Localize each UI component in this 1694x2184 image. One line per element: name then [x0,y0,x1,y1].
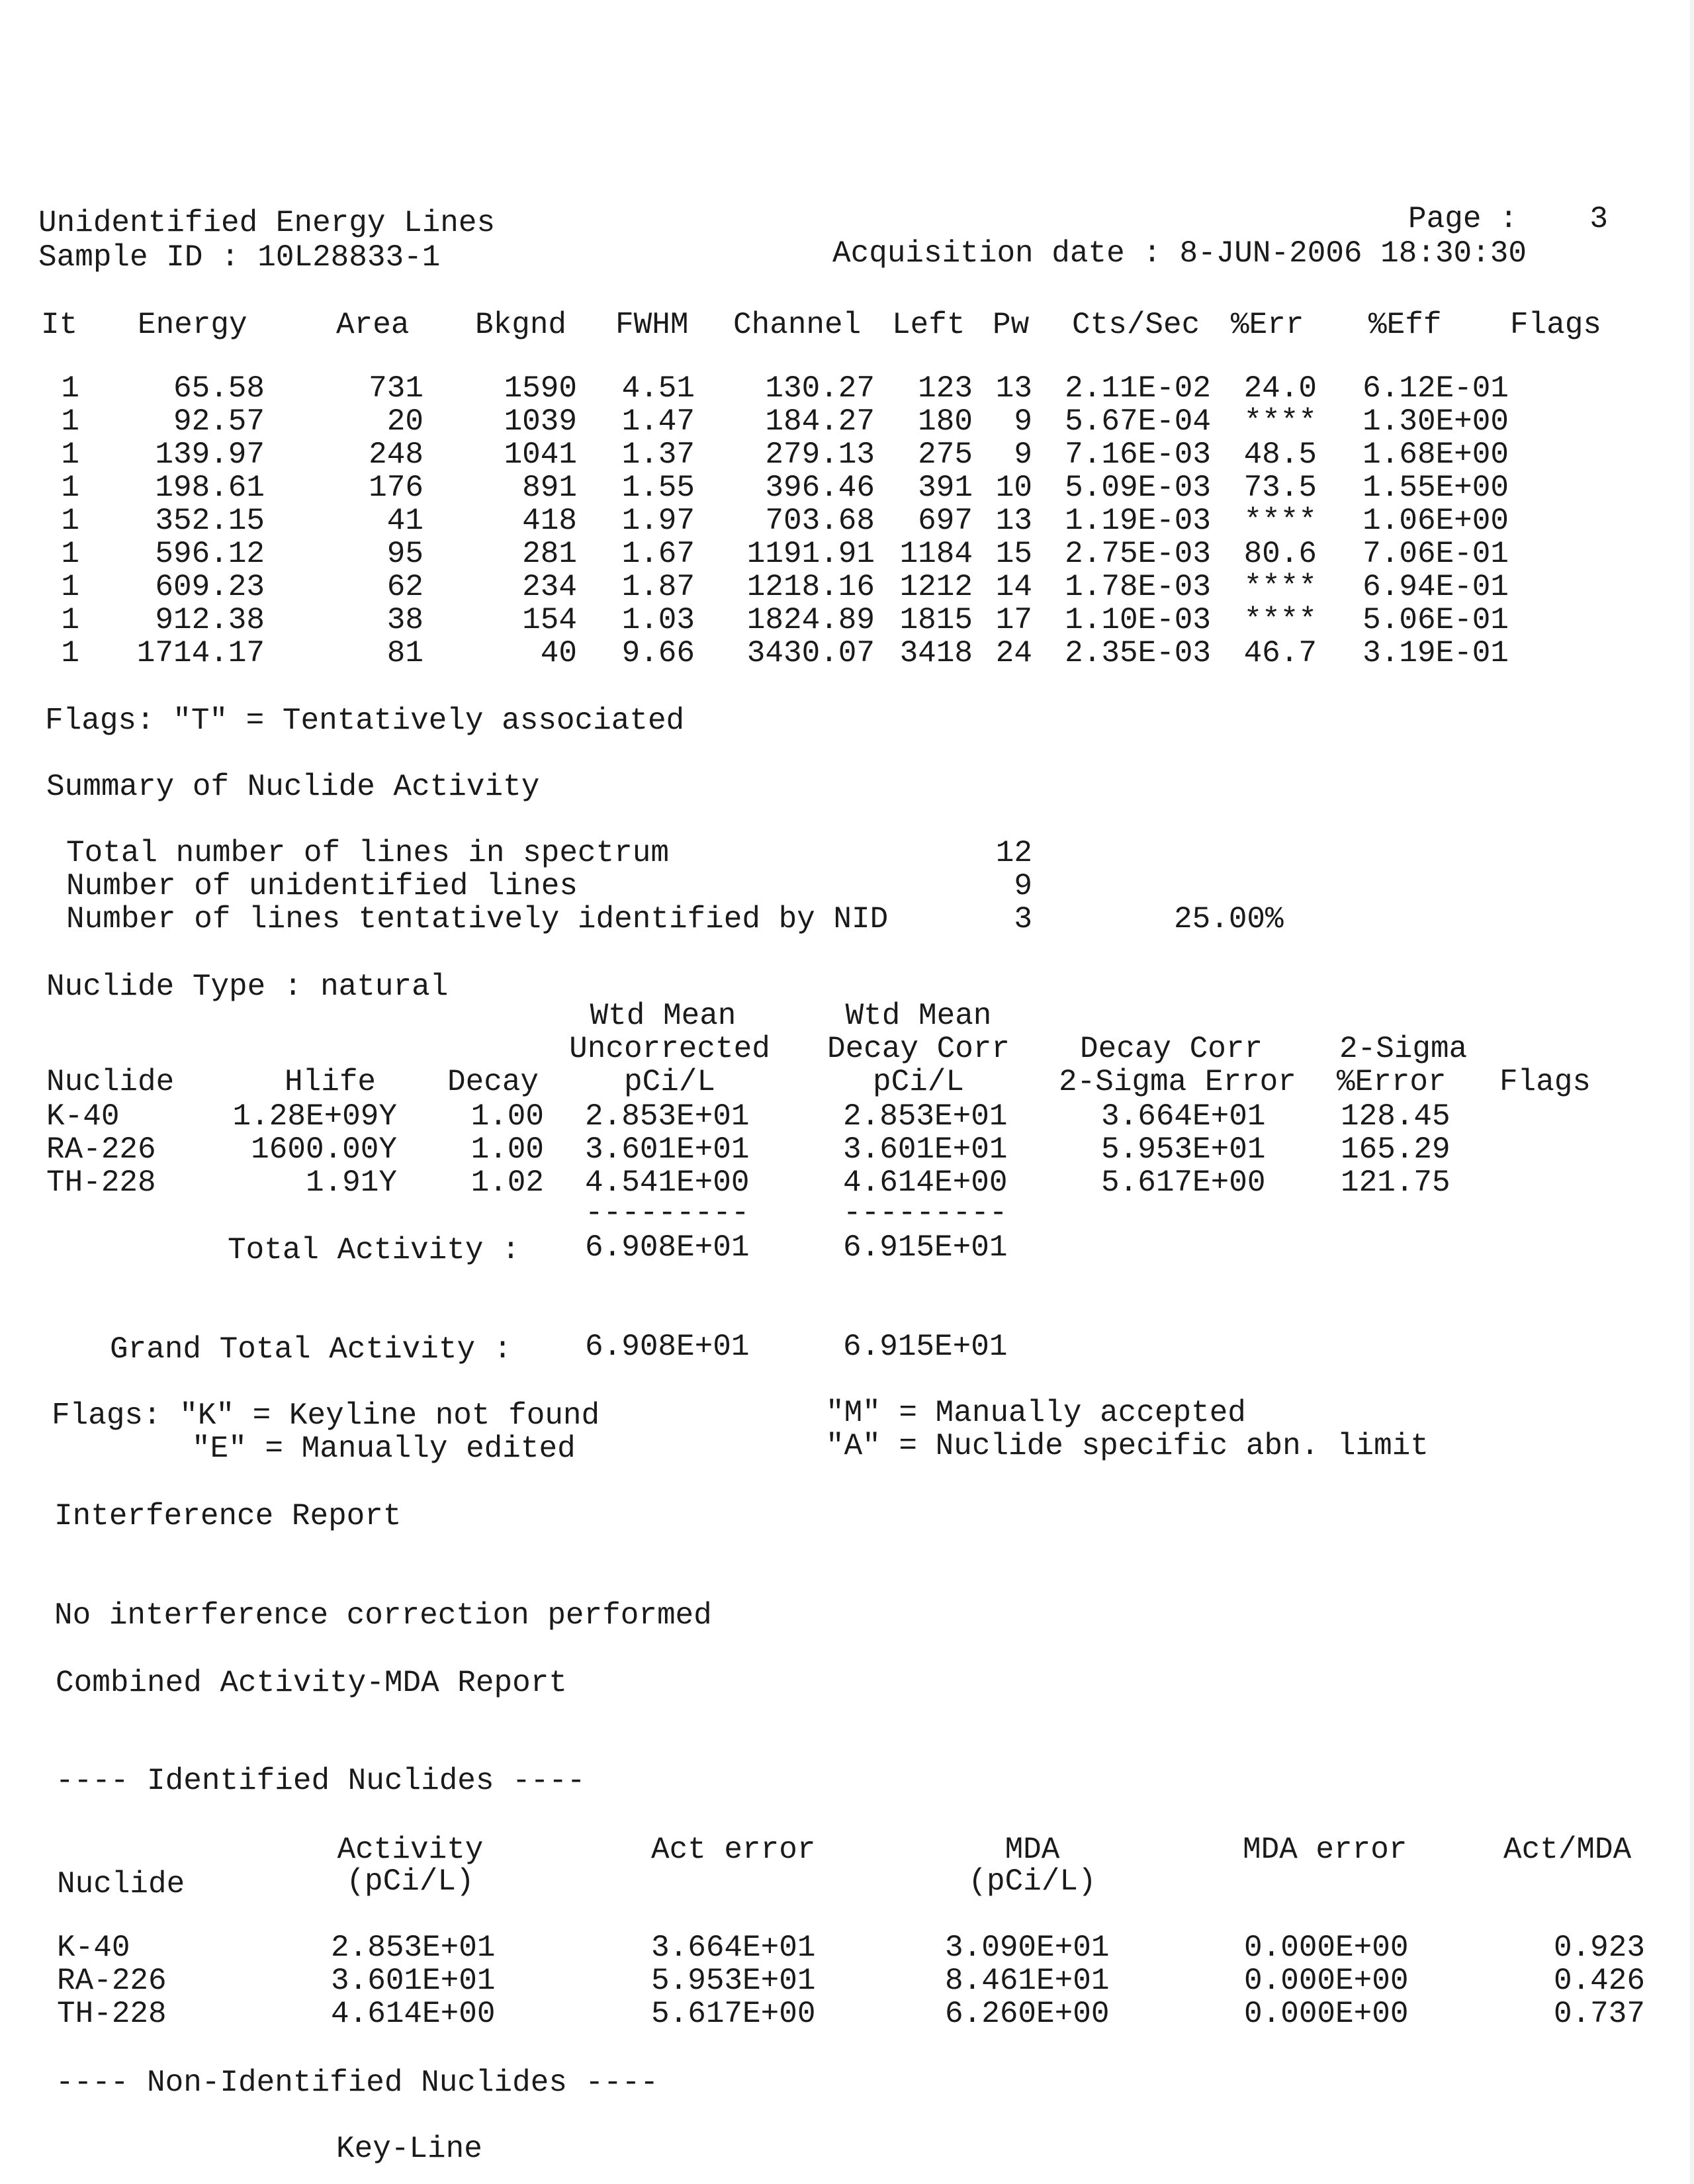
energy-pw: 17 [995,603,1032,637]
energy-row [0,604,1694,637]
col-bkgnd: Bkgnd [475,308,567,342]
energy-bkgnd: 1590 [504,371,577,406]
nuclide-decay-corr: 2.853E+01 [843,1099,1008,1134]
energy-pw: 13 [995,371,1032,406]
energy-fwhm: 1.47 [621,404,695,439]
energy-left: 391 [918,471,973,505]
energy-pw: 9 [1014,404,1032,439]
dashes-1: --------- [585,1196,750,1230]
nuclide-uncorrected: 2.853E+01 [585,1099,750,1134]
energy-fwhm: 1.55 [621,471,695,505]
col-activity-unit: (pCi/L) [346,1864,474,1899]
nuclide-row [0,1100,1694,1133]
nuclide-sigma-error: 5.953E+01 [1101,1132,1266,1167]
combined-act-error: 3.664E+01 [651,1931,816,1965]
energy-it: 1 [61,603,79,637]
energy-err: 73.5 [1243,471,1317,505]
energy-pw: 13 [995,504,1032,538]
energy-row [0,471,1694,504]
nuclide-row [0,1133,1694,1166]
interference-title: Interference Report [54,1499,402,1533]
total-activity-uncorrected: 6.908E+01 [585,1230,750,1265]
combined-act-error: 5.953E+01 [651,1964,816,1998]
col-mda-error: MDA error [1243,1833,1407,1867]
nuclide-sigma-error: 3.664E+01 [1101,1099,1266,1134]
energy-bkgnd: 1041 [504,437,577,472]
energy-cts: 2.35E-03 [1065,636,1211,670]
nuclide-sigma-error: 5.617E+00 [1101,1165,1266,1200]
energy-channel: 1824.89 [746,603,875,637]
energy-eff: 5.06E-01 [1362,603,1509,637]
combined-act-mda: 0.923 [1553,1931,1645,1965]
nuclide-pct-error: 121.75 [1341,1165,1450,1200]
flag-m: "M" = Manually accepted [826,1396,1246,1430]
combined-nuclide: TH-228 [57,1997,167,2031]
energy-cts: 5.09E-03 [1065,471,1211,505]
energy-area: 38 [386,603,424,637]
energy-bkgnd: 891 [522,471,577,505]
combined-mda: 6.260E+00 [945,1997,1110,2031]
energy-left: 180 [918,404,973,439]
summary-label: Number of unidentified lines [66,869,578,903]
col-pw: Pw [993,308,1030,342]
nuclide-uncorrected: 3.601E+01 [585,1132,750,1167]
energy-row [0,372,1694,405]
energy-row [0,637,1694,670]
combined-mda-error: 0.000E+00 [1244,1997,1409,2031]
energy-left: 1815 [899,603,973,637]
nuclide-decay: 1.00 [470,1099,544,1134]
hdr-nuclide: Nuclide [46,1065,175,1099]
grand-total-label: Grand Total Activity : [110,1332,512,1367]
energy-it: 1 [61,437,79,472]
grand-total-uncorrected: 6.908E+01 [585,1330,750,1364]
energy-area: 81 [386,636,424,670]
energy-fwhm: 1.87 [621,570,695,604]
summary-value: 12 [995,836,1032,870]
summary-percent: 25.00% [1174,902,1284,936]
summary-line [0,837,1694,870]
energy-pw: 24 [995,636,1032,670]
energy-channel: 396.46 [765,471,875,505]
energy-cts: 1.78E-03 [1065,570,1211,604]
identified-heading: ---- Identified Nuclides ---- [56,1764,586,1798]
nuclide-decay-corr: 4.614E+00 [843,1165,1008,1200]
combined-row [0,1997,1694,2030]
combined-title: Combined Activity-MDA Report [56,1666,567,1700]
energy-area: 731 [369,371,424,406]
grand-total-corrected: 6.915E+01 [843,1330,1008,1364]
col-mda-unit: (pCi/L) [968,1864,1096,1899]
energy-bkgnd: 40 [540,636,577,670]
hdr-2-sigma-error: 2-Sigma Error [1059,1065,1296,1099]
flag-a: "A" = Nuclide specific abn. limit [826,1429,1429,1463]
energy-cts: 1.10E-03 [1065,603,1211,637]
energy-channel: 1191.91 [746,537,875,571]
flags-tentative: Flags: "T" = Tentatively associated [45,704,685,738]
col-activity: Activity [337,1833,484,1867]
nuclide-hlife: 1.28E+09Y [232,1099,397,1134]
flag-k: Flags: "K" = Keyline not found [52,1398,600,1433]
energy-cts: 1.19E-03 [1065,504,1211,538]
energy-channel: 1218.16 [746,570,875,604]
energy-area: 95 [386,537,424,571]
energy-area: 248 [369,437,424,472]
energy-it: 1 [61,371,79,406]
col-eff: %Eff [1368,308,1442,342]
energy-pw: 15 [995,537,1032,571]
summary-line [0,903,1694,936]
energy-eff: 6.94E-01 [1362,570,1509,604]
energy-err: 24.0 [1243,371,1317,406]
energy-fwhm: 1.97 [621,504,695,538]
energy-value: 198.61 [155,471,265,505]
energy-err: **** [1243,404,1317,439]
dashes-2: --------- [843,1196,1008,1230]
hdr-pct-error: %Error [1337,1065,1447,1099]
acquisition-date: Acquisition date : 8-JUN-2006 18:30:30 [832,236,1527,271]
hdr-decay-corr-2: Decay Corr [1080,1032,1263,1066]
col-nuclide: Nuclide [57,1867,185,1901]
energy-row [0,438,1694,471]
keyline-label: Key-Line [336,2132,482,2166]
energy-channel: 130.27 [765,371,875,406]
energy-err: 46.7 [1243,636,1317,670]
energy-area: 41 [386,504,424,538]
nuclide-pct-error: 128.45 [1341,1099,1450,1134]
energy-channel: 279.13 [765,437,875,472]
energy-left: 275 [918,437,973,472]
combined-nuclide: K-40 [57,1931,130,1965]
hdr-pci-1: pCi/L [623,1065,716,1099]
hdr-uncorrected: Uncorrected [569,1032,770,1066]
energy-bkgnd: 234 [522,570,577,604]
summary-line [0,870,1694,903]
energy-it: 1 [61,636,79,670]
hdr-wtd-mean-2: Wtd Mean [845,999,992,1033]
energy-row [0,570,1694,604]
nuclide-uncorrected: 4.541E+00 [585,1165,750,1200]
combined-mda: 8.461E+01 [945,1964,1110,1998]
energy-eff: 1.55E+00 [1362,471,1509,505]
summary-label: Number of lines tentatively identified by NID [66,902,889,936]
interference-note: No interference correction performed [54,1598,712,1633]
col-energy: Energy [138,308,247,342]
combined-act-mda: 0.426 [1553,1964,1645,1998]
nuclide-hlife: 1.91Y [305,1165,397,1200]
energy-eff: 3.19E-01 [1362,636,1509,670]
sample-id: Sample ID : 10L28833-1 [38,240,441,275]
combined-act-mda: 0.737 [1553,1997,1645,2031]
energy-fwhm: 4.51 [621,371,695,406]
energy-fwhm: 1.37 [621,437,695,472]
col-left: Left [892,308,965,342]
hdr-wtd-mean-1: Wtd Mean [590,999,736,1033]
hdr-2-sigma: 2-Sigma [1339,1032,1468,1066]
energy-cts: 2.11E-02 [1065,371,1211,406]
energy-channel: 184.27 [765,404,875,439]
energy-area: 20 [386,404,424,439]
summary-value: 9 [1014,869,1032,903]
nuclide-type: Nuclide Type : natural [46,970,449,1004]
summary-label: Total number of lines in spectrum [66,836,669,870]
hdr-flags: Flags [1499,1065,1591,1099]
energy-area: 62 [386,570,424,604]
energy-it: 1 [61,404,79,439]
energy-row [0,405,1694,438]
energy-row [0,537,1694,570]
energy-value: 596.12 [155,537,265,571]
energy-value: 352.15 [155,504,265,538]
col-flags: Flags [1510,308,1602,342]
col-channel: Channel [733,308,862,342]
col-err: %Err [1231,308,1304,342]
energy-left: 3418 [899,636,973,670]
nuclide-name: RA-226 [46,1132,156,1167]
energy-cts: 2.75E-03 [1065,537,1211,571]
summary-title: Summary of Nuclide Activity [46,770,540,804]
report-title: Unidentified Energy Lines [38,206,496,240]
nuclide-decay: 1.00 [470,1132,544,1167]
energy-fwhm: 1.03 [621,603,695,637]
summary-value: 3 [1014,902,1032,936]
combined-activity: 4.614E+00 [331,1997,496,2031]
combined-mda-error: 0.000E+00 [1244,1964,1409,1998]
energy-channel: 703.68 [765,504,875,538]
page-label: Page : [1408,202,1518,236]
nuclide-name: K-40 [46,1099,120,1134]
energy-value: 609.23 [155,570,265,604]
col-act-error: Act error [651,1833,816,1867]
energy-table-header [0,308,1694,341]
col-it: It [41,308,78,342]
energy-eff: 1.06E+00 [1362,504,1509,538]
col-act-mda: Act/MDA [1503,1833,1632,1867]
non-identified-heading: ---- Non-Identified Nuclides ---- [56,2066,658,2100]
energy-left: 123 [918,371,973,406]
col-fwhm: FWHM [615,308,689,342]
combined-mda: 3.090E+01 [945,1931,1110,1965]
energy-bkgnd: 154 [522,603,577,637]
col-cts-sec: Cts/Sec [1072,308,1200,342]
energy-bkgnd: 418 [522,504,577,538]
page-number: 3 [1589,202,1608,236]
combined-activity: 2.853E+01 [331,1931,496,1965]
energy-fwhm: 9.66 [621,636,695,670]
col-mda: MDA [1004,1833,1060,1867]
energy-bkgnd: 1039 [504,404,577,439]
energy-it: 1 [61,537,79,571]
energy-err: **** [1243,570,1317,604]
energy-fwhm: 1.67 [621,537,695,571]
hdr-decay: Decay [447,1065,539,1099]
nuclide-row [0,1166,1694,1199]
combined-row [0,1964,1694,1997]
flag-e: "E" = Manually edited [192,1432,576,1466]
energy-eff: 6.12E-01 [1362,371,1509,406]
energy-pw: 9 [1014,437,1032,472]
energy-it: 1 [61,504,79,538]
energy-left: 1184 [899,537,973,571]
energy-eff: 7.06E-01 [1362,537,1509,571]
energy-err: 48.5 [1243,437,1317,472]
energy-it: 1 [61,570,79,604]
energy-err: 80.6 [1243,537,1317,571]
energy-pw: 14 [995,570,1032,604]
hdr-decay-corr: Decay Corr [826,1032,1010,1066]
energy-value: 65.58 [173,371,265,406]
energy-it: 1 [61,471,79,505]
energy-err: **** [1243,603,1317,637]
energy-cts: 5.67E-04 [1065,404,1211,439]
energy-value: 139.97 [155,437,265,472]
energy-pw: 10 [995,471,1032,505]
combined-act-error: 5.617E+00 [651,1997,816,2031]
energy-cts: 7.16E-03 [1065,437,1211,472]
energy-value: 1714.17 [136,636,265,670]
combined-nuclide: RA-226 [57,1964,167,1998]
energy-value: 912.38 [155,603,265,637]
energy-eff: 1.30E+00 [1362,404,1509,439]
energy-err: **** [1243,504,1317,538]
energy-left: 697 [918,504,973,538]
energy-row [0,504,1694,537]
hdr-hlife: Hlife [285,1065,377,1099]
combined-activity: 3.601E+01 [331,1964,496,1998]
energy-bkgnd: 281 [522,537,577,571]
total-activity-corrected: 6.915E+01 [843,1230,1008,1265]
hdr-pci-2: pCi/L [872,1065,965,1099]
nuclide-decay: 1.02 [470,1165,544,1200]
col-area: Area [336,308,410,342]
nuclide-pct-error: 165.29 [1341,1132,1450,1167]
nuclide-hlife: 1600.00Y [251,1132,397,1167]
combined-row [0,1931,1694,1964]
energy-channel: 3430.07 [746,636,875,670]
energy-left: 1212 [899,570,973,604]
energy-eff: 1.68E+00 [1362,437,1509,472]
energy-value: 92.57 [173,404,265,439]
nuclide-decay-corr: 3.601E+01 [843,1132,1008,1167]
total-activity-label: Total Activity : [228,1233,520,1267]
nuclide-name: TH-228 [46,1165,156,1200]
combined-mda-error: 0.000E+00 [1244,1931,1409,1965]
energy-area: 176 [369,471,424,505]
